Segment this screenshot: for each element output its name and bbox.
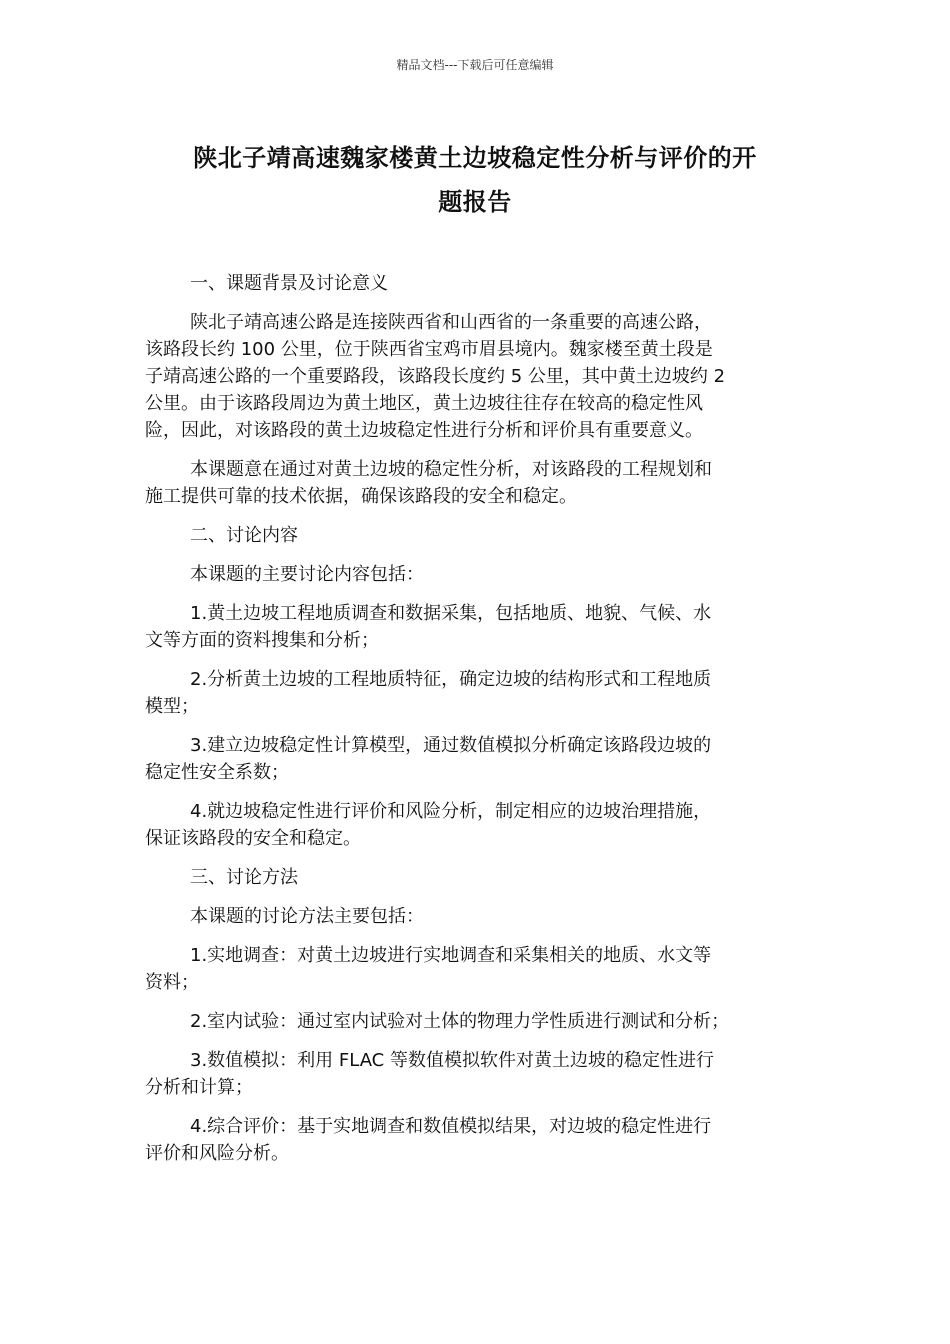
paragraph-content-intro (145, 561, 800, 588)
paragraph-line: 4.综合评价：基于实地调查和数值模拟结果，对边坡的稳定性进行 (190, 1116, 712, 1137)
paragraph-line: 3.建立边坡稳定性计算模型，通过数值模拟分析确定该路段边坡的 (190, 735, 712, 756)
paragraph-background (145, 309, 800, 444)
paragraph-line: 三、讨论方法 (190, 867, 298, 888)
list-item-method-2 (145, 1008, 800, 1035)
title-line: 陕北子靖高速魏家楼黄土边坡稳定性分析与评价的开 (193, 144, 757, 172)
paragraph-line: 陕北子靖高速公路是连接陕西省和山西省的一条重要的高速公路， (190, 312, 712, 333)
section-heading-background (145, 270, 800, 297)
paragraph-line: 2.分析黄土边坡的工程地质特征，确定边坡的结构形式和工程地质 (190, 669, 712, 690)
document-title (140, 136, 810, 224)
paragraph-line: 本课题的讨论方法主要包括： (190, 906, 424, 927)
paragraph-purpose (145, 456, 800, 510)
paragraph-line: 模型； (145, 696, 199, 717)
list-item-content-1 (145, 600, 800, 654)
document-body (145, 270, 800, 1179)
paragraph-line: 一、课题背景及讨论意义 (190, 273, 388, 294)
list-item-method-4 (145, 1113, 800, 1167)
paragraph-line: 该路段长约 100 公里，位于陕西省宝鸡市眉县境内。魏家楼至黄土段是 (145, 339, 713, 360)
list-item-content-3 (145, 732, 800, 786)
paragraph-line: 保证该路段的安全和稳定。 (145, 828, 361, 849)
paragraph-line: 评价和风险分析。 (145, 1143, 289, 1164)
paragraph-line: 稳定性安全系数； (145, 762, 289, 783)
section-heading-content (145, 522, 800, 549)
paragraph-line: 险，因此，对该路段的黄土边坡稳定性进行分析和评价具有重要意义。 (145, 420, 703, 441)
paragraph-line: 本课题的主要讨论内容包括： (190, 564, 424, 585)
paragraph-line: 二、讨论内容 (190, 525, 298, 546)
title-line: 题报告 (438, 188, 512, 216)
list-item-method-1 (145, 942, 800, 996)
paragraph-line: 子靖高速公路的一个重要路段，该路段长度约 5 公里，其中黄土边坡约 2 (145, 366, 726, 387)
paragraph-line: 4.就边坡稳定性进行评价和风险分析，制定相应的边坡治理措施， (190, 801, 712, 822)
paragraph-line: 分析和计算； (145, 1077, 253, 1098)
paragraph-line: 施工提供可靠的技术依据，确保该路段的安全和稳定。 (145, 486, 577, 507)
list-item-content-4 (145, 798, 800, 852)
paragraph-line: 公里。由于该路段周边为黄土地区，黄土边坡往往存在较高的稳定性风 (145, 393, 703, 414)
paragraph-line: 2.室内试验：通过室内试验对土体的物理力学性质进行测试和分析； (190, 1011, 730, 1032)
list-item-method-3 (145, 1047, 800, 1101)
paragraph-line: 文等方面的资料搜集和分析； (145, 630, 379, 651)
paragraph-line: 1.黄土边坡工程地质调查和数据采集，包括地质、地貌、气候、水 (190, 603, 712, 624)
paragraph-methods-intro (145, 903, 800, 930)
header-watermark: 精品文档---下载后可任意编辑 (396, 58, 554, 72)
paragraph-line: 3.数值模拟：利用 FLAC 等数值模拟软件对黄土边坡的稳定性进行 (190, 1050, 714, 1071)
paragraph-line: 本课题意在通过对黄土边坡的稳定性分析，对该路段的工程规划和 (190, 459, 712, 480)
paragraph-line: 1.实地调查：对黄土边坡进行实地调查和采集相关的地质、水文等 (190, 945, 712, 966)
paragraph-line: 资料； (145, 972, 199, 993)
section-heading-methods (145, 864, 800, 891)
list-item-content-2 (145, 666, 800, 720)
